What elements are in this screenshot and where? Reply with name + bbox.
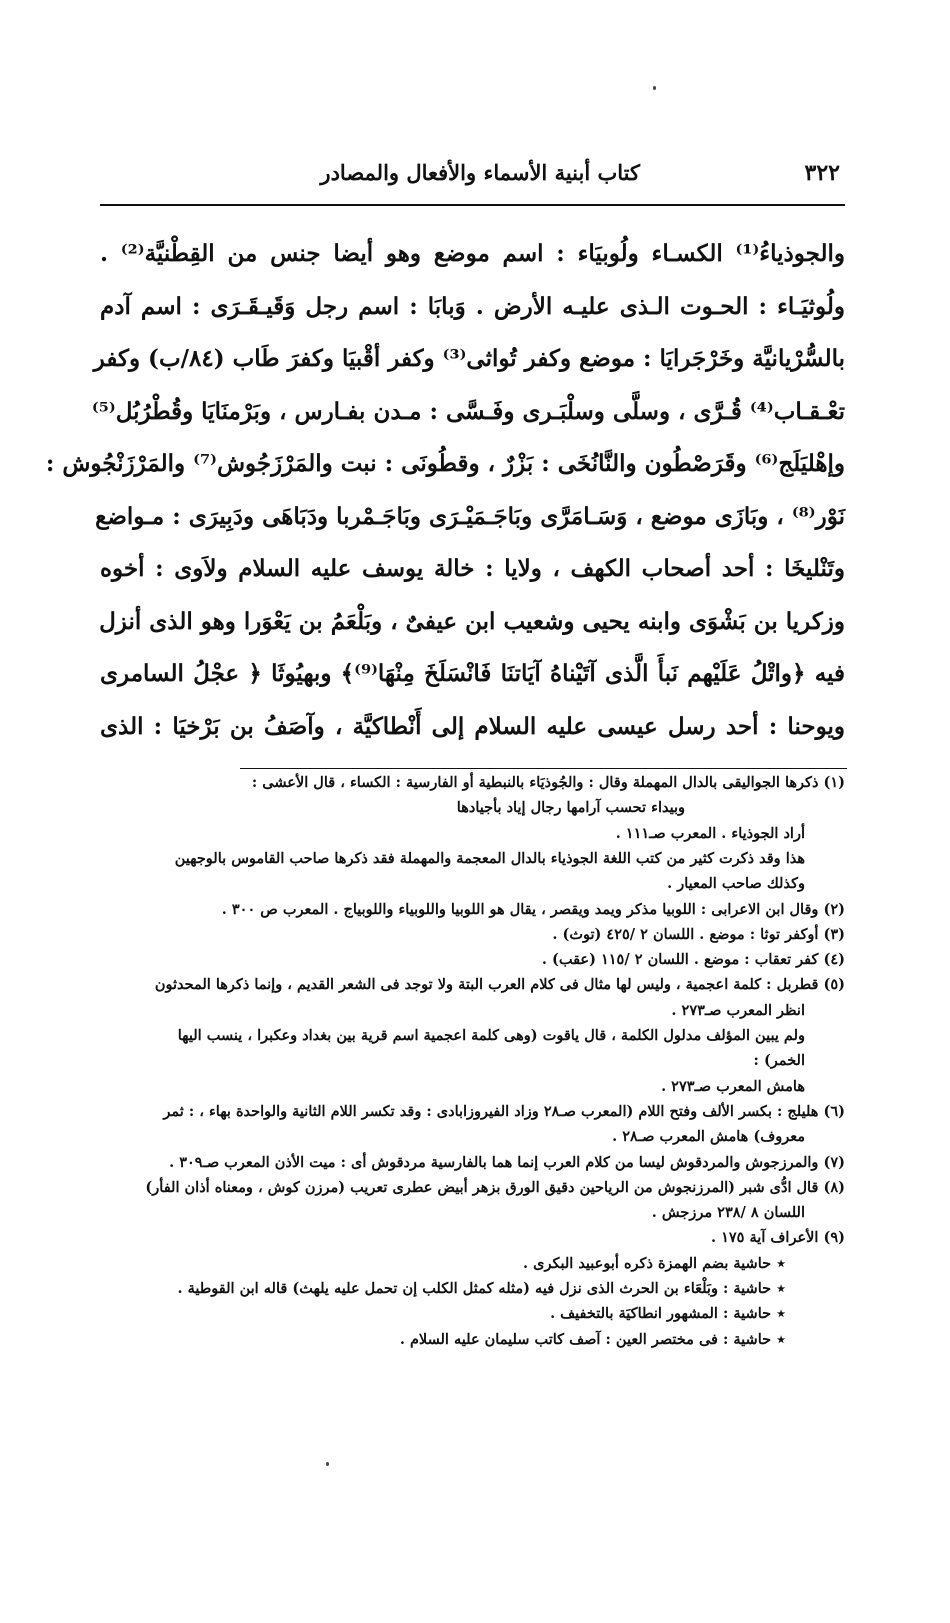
book-title: كتاب أبنية الأسماء والأفعال والمصادر [320,160,640,185]
text-line: بالسُّرْيانيَّة وخَرْجَرايَا : موضع وكفر تُواثى⁽³⁾ وكفر أقْبيَا وكفرَ طَاب (٨٤/ب) وكفر [93,345,845,372]
footnote-text: اللسان ٨ /٢٣٨ مرزجش . [651,1204,805,1222]
text-line: وزكريا بن بَشْوَى وابنه يحيى وشعيب ابن عيفىٌ ، وبَلْعَمُ بن يَعْوَرا وهو الذى أنزل [99,607,845,635]
footnote-text: حاشية : المشهور انطاكيَة بالتخفيف . [550,1305,772,1323]
footnote-line [100,1202,805,1226]
footnote-text: ولم يبين المؤلف مدلول الكلمة ، قال ياقوت (وهى كلمة اعجمية اسم قرية بين بغداد وعكبرا ، ينسب اليها [177,1027,805,1044]
footnote-text: وكذلك صاحب المعيار . [667,875,805,893]
asterisk-icon: ٭ [777,1280,785,1297]
footnote-line [100,1000,805,1024]
footnote-text: هامش المعرب صـ٢٧٣ . [661,1077,805,1095]
footnote-text: (٧) والمرزجوش والمردقوش ليسا من كلام العرب إنما هما بالفارسية مردقوش أى : ميت الأذن المعرب صـ٣٠٩ . [169,1153,845,1171]
footnote-text: هذا وقد ذكرت كثير من كتب اللغة الجوذياء بالدال المعجمة والمهملة فقد ذكرها صاحب القاموس بالوجهين [174,849,805,867]
scan-speck [326,1462,329,1466]
footnote-text: معروف) هامش المعرب صـ٢٨ . [612,1128,805,1146]
footnote-line [100,1278,785,1302]
footnote-line [100,899,845,923]
footnote-text: (٨) قال ادُّى شبر (المرزنجوش من الرياحين دقيق الورق بزهر أبيض عطرى تعريب (مرزن كوش ، ومعناه أذان الفأر) [145,1178,845,1196]
footnote-line [100,823,805,847]
asterisk-icon: ٭ [777,1254,785,1272]
footnote-line [100,974,845,998]
footnote-line [100,1329,785,1353]
footnote-text: (٣) أوكفر توثا : موضع . اللسان ٢ /٤٢٥ (توث) . [552,925,845,943]
footnote-line [100,1050,805,1074]
footnote-text: (٢) وقال ابن الاعرابى : اللوبيا مذكر ويمد ويقصر ، يقال هو اللوبيا واللوبياء واللوبياج . المعرب ص ٣٠٠ . [221,900,845,918]
asterisk-icon: ٭ [777,1330,785,1348]
footnote-line [100,1227,845,1251]
footnote-line [100,1076,805,1100]
text-line: تعْـقـاب⁽⁴⁾ قُـرَّى ، وسلَّى وسلْبَـرى وفَـسَّى : مـدن بفـارس ، وبَرْمنَايَا وقُطْرُبُل⁽⁵⁾ [91,397,845,425]
footnote-line [100,949,845,973]
footnote-text: وبيداء تحسب آرامها رجال إياد بأجيادها [456,799,685,817]
footnote-text: حاشية بضم الهمزة ذكره أبوعبيد البكرى . [523,1254,772,1272]
text-line: فيه ﴿واتْلُ عَلَيْهم نَبأَ الَّذى آتَيْناهُ آيَاتنَا فَانْسَلَخَ مِنْهَا⁽⁹⁾﴾ وبهيُوثَا ﴿ عجْلُ السامرى [100,660,845,687]
text-line: نَوْر⁽⁸⁾ ، وبَازَى موضع ، وَسَـامَرَّى وبَاجَـمَيْـرَى وبَاجَـمْربا ودَبَاهَى ودَبِيرَى : مـواضع [95,502,845,530]
footnote-text: الخمر) : [753,1052,805,1070]
footnote-text: أراد الجوذياء . المعرب صـ١١١ . [615,824,805,842]
asterisk-icon: ٭ [777,1305,785,1323]
text-line: ولُوثيَـاء : الحـوت الـذى عليـه الأرض . وَبابَا : اسم رجل وَقَيـقَـرَى : اسم آدم [100,292,845,320]
footnote-separator [240,768,847,769]
footnote-line [100,1152,845,1176]
page-number: ٣٢٢ [804,160,840,186]
footnote-line [100,1303,785,1327]
footnote-line [100,1253,785,1277]
text-line: وتَنْليخَا : أحد أصحاب الكهف ، ولايا : خالة يوسف عليه السلام ولاَوى : أخوه [100,555,845,582]
text-line: ويوحنا : أحد رسل عيسى عليه السلام إلى أَنْطاكيَّة ، وآصَفُ بن بَرْخيَا : الذى [100,712,845,740]
scan-speck [653,86,656,90]
footnote-text: (٩) الأعراف آية ١٧٥ . [710,1229,845,1247]
footnote-line [100,848,805,872]
footnote-line [100,1177,845,1201]
footnote-line [100,1101,845,1125]
text-line: وإهْليَلَج⁽⁶⁾ وقَرَصْطُون والنَّانُخَى : بَزْرٌ ، وقطُونَى : نبت والمَرْزَجُوش⁽⁷⁾ والمَرْزَنْجُوش : [45,450,845,477]
footnote-text: (٥) قطربل : كلمة اعجمية ، وليس لها مثال فى كلام العرب البتة ولا توجد فى الشعر القديم ، وإنما ذكرها المحدثون [154,976,845,994]
footnote-text: حاشية : فى مختصر العين : آصف كاتب سليمان عليه السلام . [399,1330,772,1348]
footnote-line [100,873,805,897]
running-header [100,158,840,198]
footnote-line [100,772,845,796]
footnote-text: انظر المعرب صـ٢٧٣ . [671,1001,805,1019]
footnote-text: (٦) هليلج : بكسر الألف وفتح اللام (المعرب صـ٢٨ وزاد الفيروزابادى : وقد تكسر اللام الثانية والواحدة بهاء ، : ثمر [163,1102,845,1120]
footnote-text: (٤) كفر تعقاب : موضع . اللسان ٢ /١١٥ (عقب) . [541,951,845,969]
text-line: والجوذياءُ⁽¹⁾ الكسـاء ولُوبيَاء : اسم موضع وهو أيضا جنس من القِطْنيَّة⁽²⁾ . [100,240,845,267]
footnote-line [100,1025,805,1049]
footnote-line [100,797,685,821]
footnote-line [100,1126,805,1150]
footnote-line [100,924,845,948]
footnote-text: حاشية : وبَلْعَاء بن الحرث الذى نزل فيه (مثله كمثل الكلب إن تحمل عليه يلهث) قاله ابن القوطية . [177,1280,772,1297]
header-rule [100,204,845,206]
footnote-text: (١) ذكرها الجواليقى بالدال المهملة وقال : والجُوذيَاء بالنبطية أو الفارسية : الكساء ، قال الأعشى : [251,774,845,791]
